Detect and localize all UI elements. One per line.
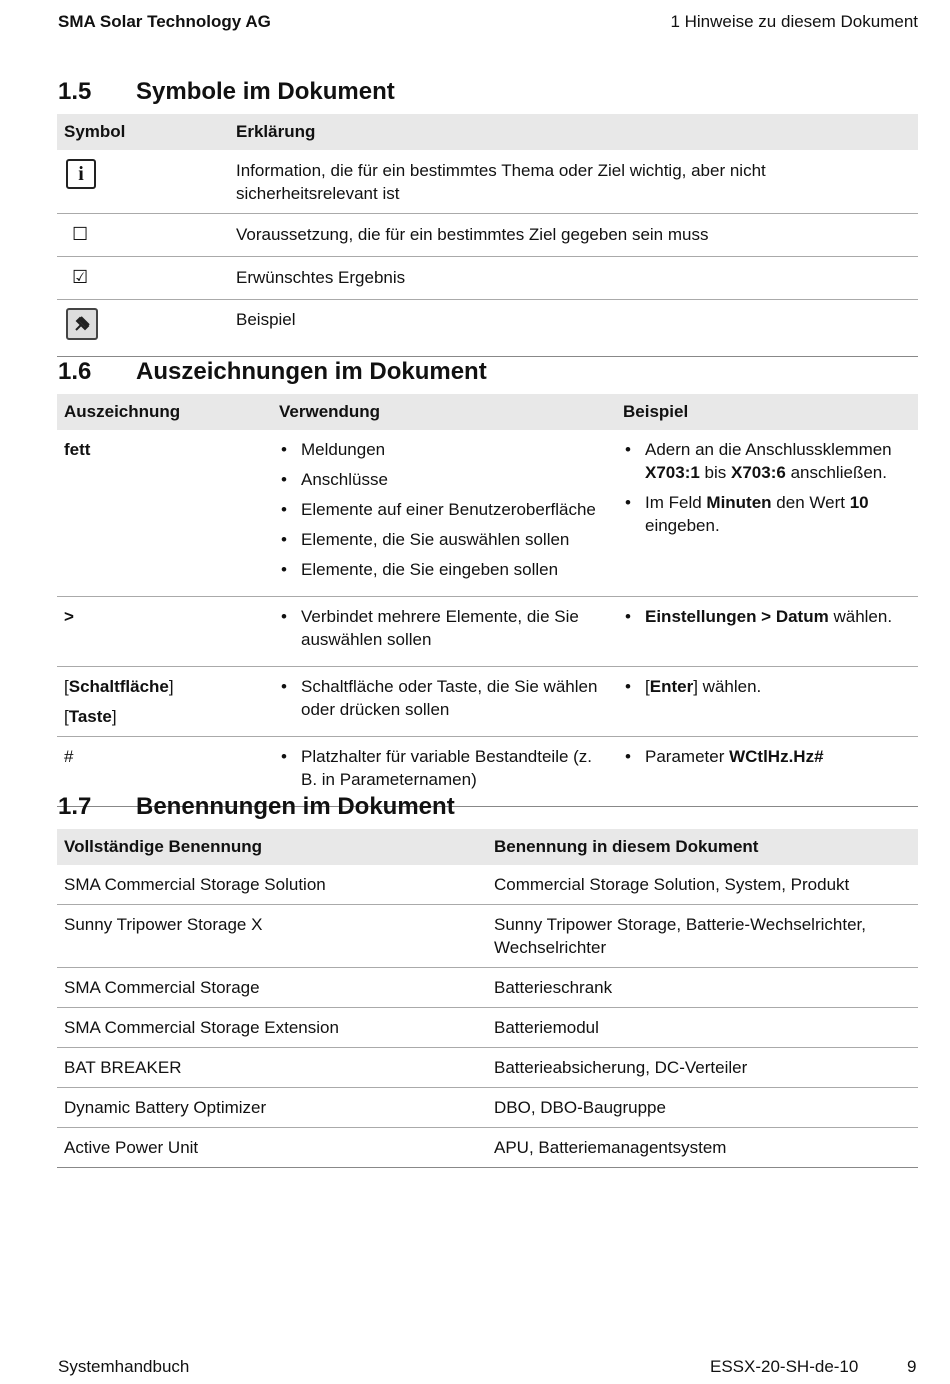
full-name-cell: Dynamic Battery Optimizer [57,1088,487,1128]
header-company: SMA Solar Technology AG [58,12,271,31]
list-item: • Parameter WCtlHz.Hz# [623,745,911,768]
table-row [57,968,918,1008]
section-title: Benennungen im Dokument [136,793,455,820]
section-heading-1-7 [58,793,455,821]
symbol-cell [57,214,229,257]
table-header-row [57,394,918,430]
usage-cell [272,430,616,597]
list-item: • Elemente, die Sie eingeben sollen [279,558,609,581]
short-name-cell: Batteriemodul [487,1008,918,1048]
table-row [57,667,918,737]
list-item: • Elemente auf einer Benutzeroberfläche [279,498,609,521]
markup-cell [57,430,272,597]
list-item: • Im Feld Minuten den Wert 10 eingeben. [623,491,911,537]
list-item: • Platzhalter für variable Bestandteile (z. B. in Parameternamen) [279,745,609,791]
pushpin-icon [66,308,98,340]
checkbox-empty-icon: ☐ [72,224,89,244]
table-row [57,430,918,597]
markup-label: [Taste] [64,707,117,726]
section-title: Symbole im Dokument [136,78,395,105]
markup-label: [Schaltfläche] [64,677,174,696]
column-header: Symbol [57,114,229,150]
table-row [57,214,918,257]
short-name-cell: Batterieschrank [487,968,918,1008]
table-row [57,865,918,905]
column-header: Auszeichnung [57,394,272,430]
page-number: 9 [907,1357,917,1376]
table-row [57,1128,918,1168]
list-item: • Adern an die Anschlussklemmen X703:1 bis X703:6 anschließen. [623,438,911,484]
table-row [57,597,918,667]
example-cell [616,737,918,807]
info-icon: i [66,159,96,189]
section-number: 1.7 [58,793,92,820]
list-item: • Einstellungen > Datum wählen. [623,605,911,628]
checkbox-checked-icon: ☑ [72,267,89,287]
section-number: 1.6 [58,358,92,385]
footer-manual-name: Systemhandbuch [58,1357,190,1376]
column-header: Benennung in diesem Dokument [487,829,918,865]
table-row [57,905,918,968]
explanation-cell: Information, die für ein bestimmtes Thema oder Ziel wichtig, aber nicht sicherheitsrelevant ist [229,150,918,214]
symbol-cell [57,300,229,357]
table-row [57,150,918,214]
table-row [57,300,918,357]
explanation-cell: Voraussetzung, die für ein bestimmtes Ziel gegeben sein muss [229,214,918,257]
table-header-row [57,114,918,150]
usage-cell [272,667,616,737]
full-name-cell: SMA Commercial Storage Solution [57,865,487,905]
explanation-cell: Beispiel [229,300,918,357]
list-item: • Meldungen [279,438,609,461]
usage-cell [272,597,616,667]
markup-cell: # [57,737,272,807]
markup-label: > [64,607,74,626]
list-item: • Schaltfläche oder Taste, die Sie wählen oder drücken sollen [279,675,609,721]
symbol-cell [57,150,229,214]
markup-cell [57,597,272,667]
table-row [57,257,918,300]
markup-label: fett [64,440,91,459]
full-name-cell: Active Power Unit [57,1128,487,1168]
section-heading-1-5 [58,78,395,106]
example-cell [616,667,918,737]
markup-cell [57,667,272,737]
markup-table [57,394,918,807]
list-item: • Elemente, die Sie auswählen sollen [279,528,609,551]
example-cell [616,430,918,597]
symbol-cell [57,257,229,300]
table-header-row [57,829,918,865]
column-header: Beispiel [616,394,918,430]
naming-table [57,829,918,1168]
symbols-table [57,114,918,357]
short-name-cell: APU, Batteriemanagentsystem [487,1128,918,1168]
short-name-cell: Batterieabsicherung, DC-Verteiler [487,1048,918,1088]
footer-document-id: ESSX-20-SH-de-10 [710,1357,859,1376]
short-name-cell: DBO, DBO-Baugruppe [487,1088,918,1128]
table-row [57,1048,918,1088]
full-name-cell: SMA Commercial Storage Extension [57,1008,487,1048]
short-name-cell: Sunny Tripower Storage, Batterie-Wechselrichter, Wechselrichter [487,905,918,968]
section-heading-1-6 [58,358,487,386]
list-item: • Verbindet mehrere Elemente, die Sie auswählen sollen [279,605,609,651]
full-name-cell: BAT BREAKER [57,1048,487,1088]
table-row [57,1008,918,1048]
table-row [57,1088,918,1128]
section-number: 1.5 [58,78,92,105]
section-title: Auszeichnungen im Dokument [136,358,487,385]
list-item: • [Enter] wählen. [623,675,911,698]
list-item: • Anschlüsse [279,468,609,491]
example-cell [616,597,918,667]
header-chapter: 1 Hinweise zu diesem Dokument [670,12,918,31]
explanation-cell: Erwünschtes Ergebnis [229,257,918,300]
short-name-cell: Commercial Storage Solution, System, Produkt [487,865,918,905]
full-name-cell: Sunny Tripower Storage X [57,905,487,968]
column-header: Verwendung [272,394,616,430]
column-header: Vollständige Benennung [57,829,487,865]
full-name-cell: SMA Commercial Storage [57,968,487,1008]
column-header: Erklärung [229,114,918,150]
